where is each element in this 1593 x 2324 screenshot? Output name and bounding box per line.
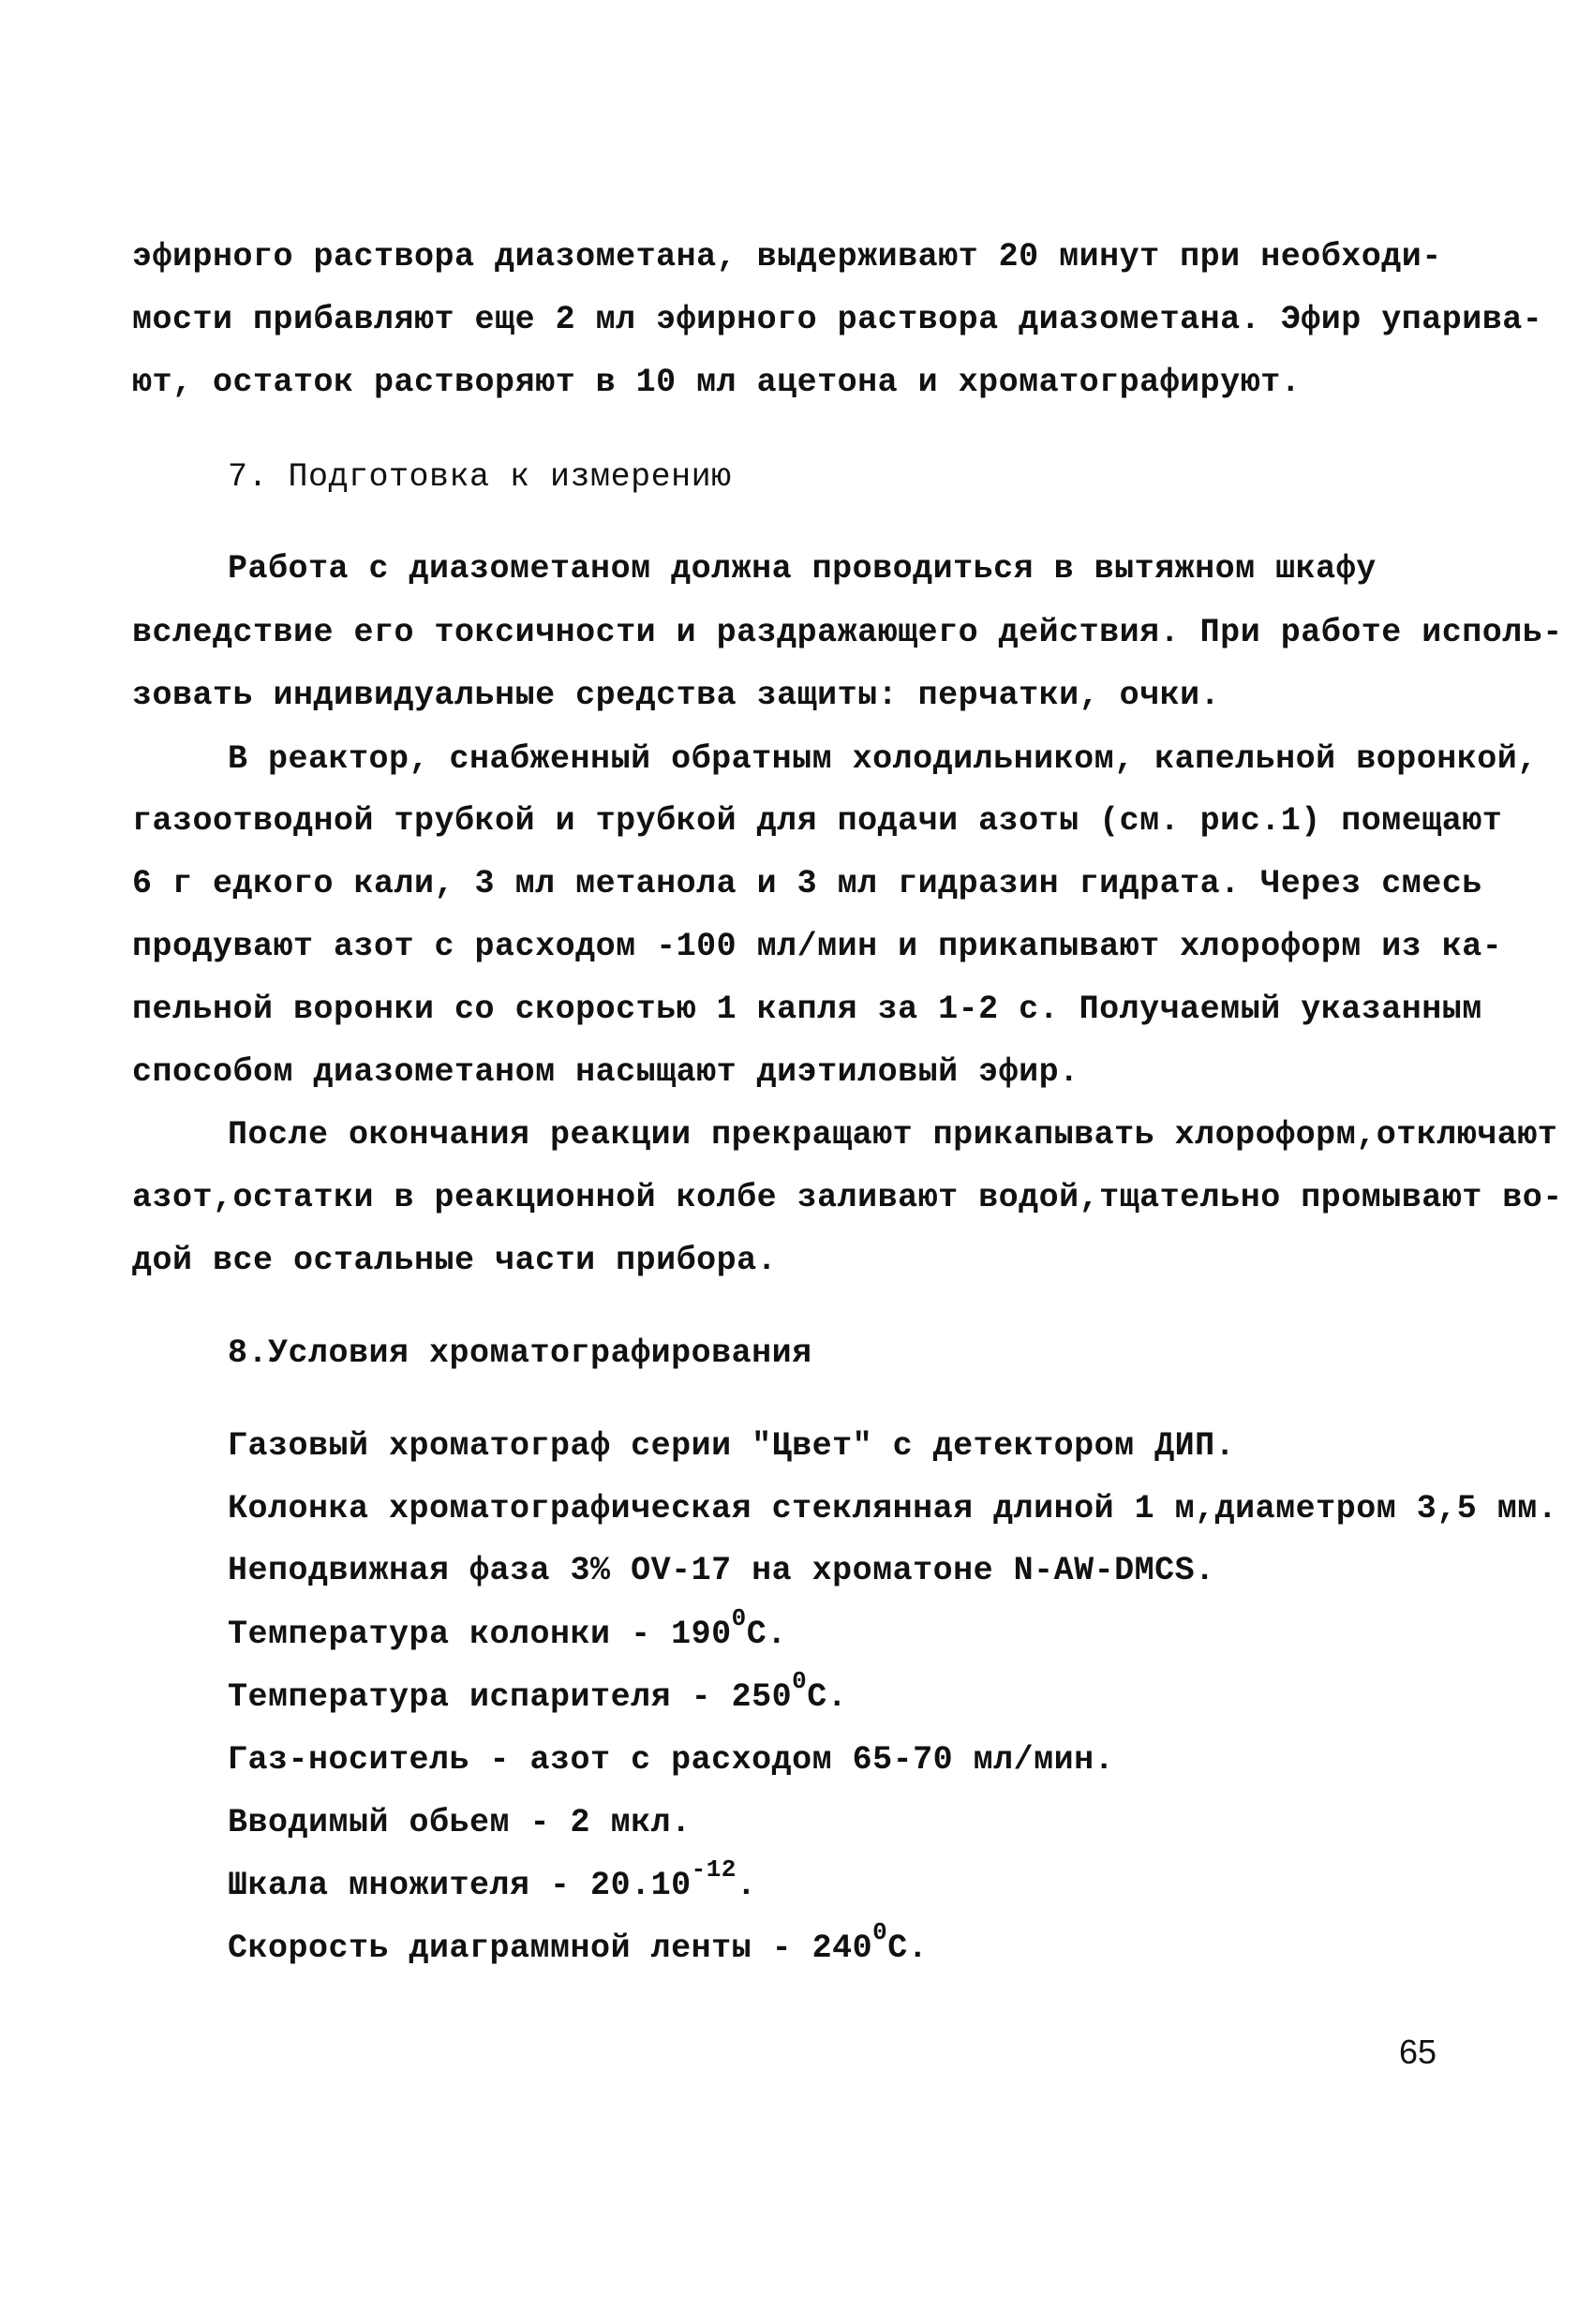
evaporator-temp-unit: С. [807, 1678, 848, 1716]
section-7-p1-line-1: Работа с диазометаном должна проводиться в вытяжном шкафу [228, 550, 1377, 588]
section-7-p2-line-1: В реактор, снабженный обратным холодильником, капельной воронкой, [228, 740, 1538, 778]
condition-injection-volume: Вводимый обьем - 2 мкл. [228, 1804, 692, 1841]
section-7-p2-line-3: 6 г едкого кали, 3 мл метанола и 3 мл гидразин гидрата. Через смесь [132, 865, 1482, 902]
section-7-p2-line-6: способом диазометаном насыщают диэтиловый эфир. [132, 1053, 1079, 1091]
condition-carrier-gas: Газ-носитель - азот с расходом 65-70 мл/мин. [228, 1741, 1115, 1779]
degree-superscript: 0 [792, 1667, 808, 1696]
intro-line-1: эфирного раствора диазометана, выдерживают 20 минут при необходи- [132, 238, 1442, 276]
section-7-p1-line-3: зовать индивидуальные средства защиты: перчатки, очки. [132, 677, 1221, 714]
section-7-p2-line-5: пельной воронки со скоростью 1 капля за 1-2 с. Получаемый указанным [132, 991, 1482, 1028]
scale-suffix: . [736, 1867, 757, 1904]
condition-column: Колонка хроматографическая стеклянная длиной 1 м,диаметром 3,5 мм. [228, 1490, 1558, 1527]
condition-stationary-phase: Неподвижная фаза 3% OV-17 на хроматоне N-AW-DMCS. [228, 1552, 1215, 1589]
section-7-heading: 7. Подготовка к измерению [228, 458, 732, 496]
scale-text: Шкала множителя - 20.10 [228, 1867, 692, 1904]
page-number: 65 [1399, 2033, 1437, 2071]
intro-line-3: ют, остаток растворяют в 10 мл ацетона и хроматографируют. [132, 364, 1302, 401]
condition-chromatograph: Газовый хроматограф серии "Цвет" с детектором ДИП. [228, 1427, 1236, 1465]
section-7-p3-line-1: После окончания реакции прекращают прикапывать хлороформ,отключают [228, 1116, 1558, 1154]
condition-evaporator-temperature [228, 1667, 848, 1718]
exponent-superscript: -12 [691, 1855, 737, 1885]
section-7-p3-line-3: дой все остальные части прибора. [132, 1242, 778, 1279]
column-temp-text: Температура колонки - 190 [228, 1616, 732, 1653]
evaporator-temp-text: Температура испарителя - 250 [228, 1678, 793, 1716]
condition-column-temperature [228, 1604, 787, 1655]
degree-superscript: 0 [731, 1604, 747, 1633]
condition-multiplier-scale [228, 1855, 757, 1906]
section-8-heading: 8.Условия хроматографирования [228, 1334, 812, 1372]
section-7-p2-line-2: газоотводной трубкой и трубкой для подачи азоты (см. рис.1) помещают [132, 802, 1503, 840]
tape-speed-unit: С. [887, 1929, 929, 1967]
degree-superscript: 0 [872, 1918, 888, 1947]
intro-line-2: мости прибавляют еще 2 мл эфирного раствора диазометана. Эфир упарива- [132, 301, 1543, 338]
condition-tape-speed [228, 1918, 929, 1969]
section-7-p3-line-2: азот,остатки в реакционной колбе заливают водой,тщательно промывают во- [132, 1179, 1563, 1216]
tape-speed-text: Скорость диаграммной ленты - 240 [228, 1929, 873, 1967]
section-7-p2-line-4: продувают азот с расходом -100 мл/мин и прикапывают хлороформ из ка- [132, 928, 1503, 965]
column-temp-unit: С. [746, 1616, 787, 1653]
section-7-p1-line-2: вследствие его токсичности и раздражающего действия. При работе исполь- [132, 614, 1563, 651]
